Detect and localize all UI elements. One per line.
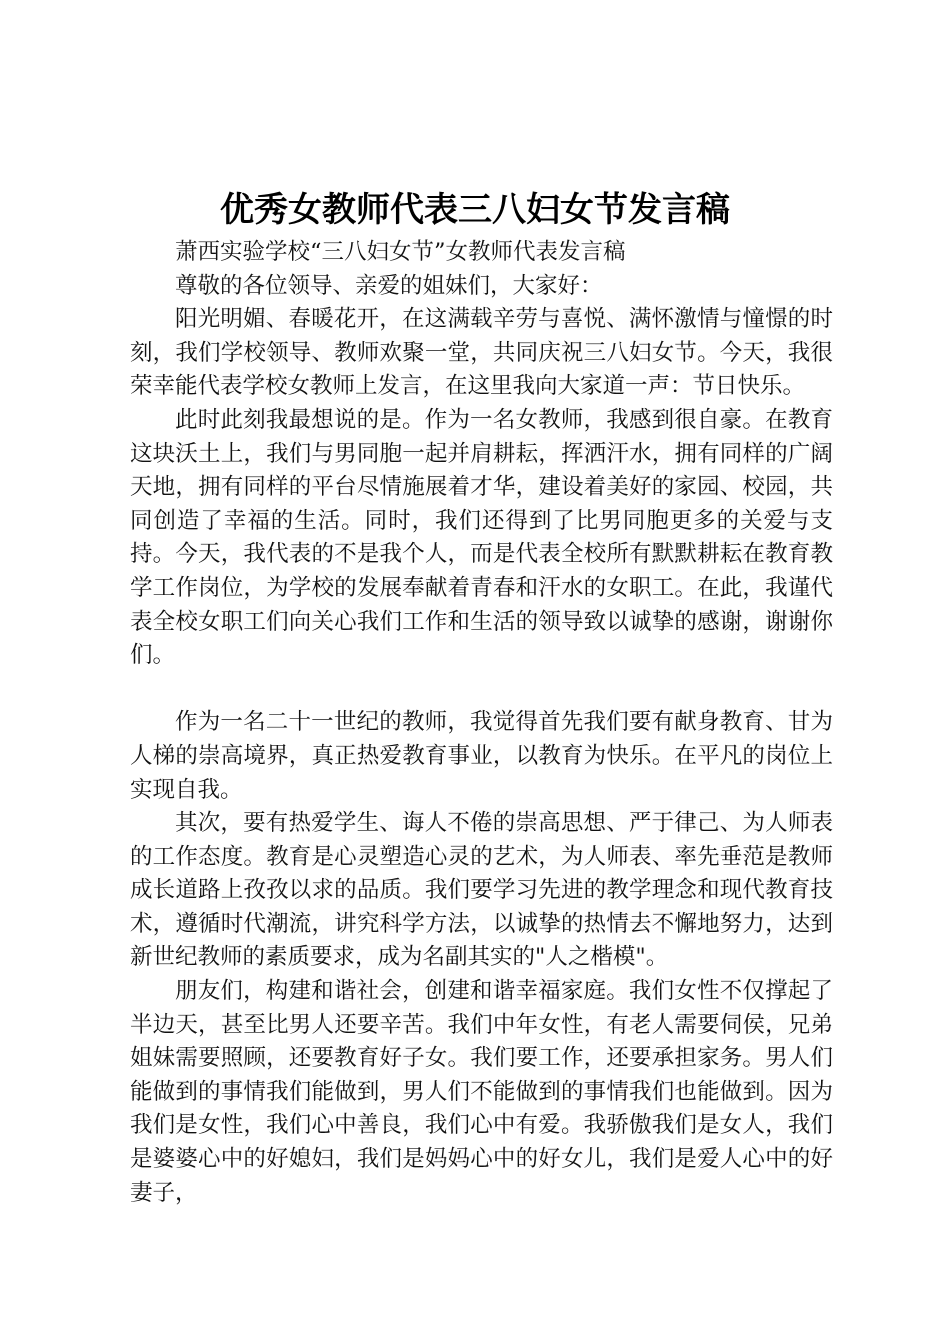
opening-paragraph: 阳光明媚、春暖花开，在这满载辛劳与喜悦、满怀激情与憧憬的时刻，我们学校领导、教师欢聚一堂，共同庆祝三八妇女节。今天，我很荣幸能代表学校女教师上发言，在这里我向大家道一声：节日快乐。 [130, 306, 833, 400]
attitude-paragraph: 其次，要有热爱学生、诲人不倦的崇高思想、严于律己、为人师表的工作态度。教育是心灵塑造心灵的艺术，为人师表、率先垂范是教师成长道路上孜孜以求的品质。我们要学习先进的教学理念和现代教育技术，遵循时代潮流，讲究科学方法，以诚挚的热情去不懈地努力，达到新世纪教师的素质要求，成为名副其实的"人之楷模"。 [130, 810, 833, 971]
document-title: 优秀女教师代表三八妇女节发言稿 [220, 190, 730, 230]
paragraph-spacer [130, 673, 833, 707]
greeting-paragraph: 尊敬的各位领导、亲爱的姐妹们，大家好： [175, 272, 603, 299]
dedication-paragraph: 作为一名二十一世纪的教师，我觉得首先我们要有献身教育、甘为人梯的崇高境界，真正热爱教育事业，以教育为快乐。在平凡的岗位上实现自我。 [130, 709, 833, 803]
friends-paragraph: 朋友们，构建和谐社会，创建和谐幸福家庭。我们女性不仅撑起了半边天，甚至比男人还要辛苦。我们中年女性，有老人需要伺侯，兄弟姐妹需要照顾，还要教育好子女。我们要工作，还要承担家务。男人们能做到的事情我们能做到，男人们不能做到的事情我们也能做到。因为我们是女性，我们心中善良，我们心中有爱。我骄傲我们是女人，我们是婆婆心中的好媳妇，我们是妈妈心中的好女儿，我们是爱人心中的好妻子， [130, 978, 833, 1206]
document-body [130, 236, 833, 1210]
school-heading-paragraph: 萧西实验学校“三八妇女节”女教师代表发言稿 [175, 239, 626, 265]
pride-paragraph: 此时此刻我最想说的是。作为一名女教师，我感到很自豪。在教育这块沃土上，我们与男同胞一起并肩耕耘，挥洒汗水，拥有同样的广阔天地，拥有同样的平台尽情施展着才华，建设着美好的家园、校园，共同创造了幸福的生活。同时，我们还得到了比男同胞更多的关爱与支持。今天，我代表的不是我个人，而是代表全校所有默默耕耘在教育教学工作岗位，为学校的发展奉献着青春和汗水的女职工。在此，我谨代表全校女职工们向关心我们工作和生活的领导致以诚挚的感谢，谢谢你们。 [130, 406, 833, 669]
